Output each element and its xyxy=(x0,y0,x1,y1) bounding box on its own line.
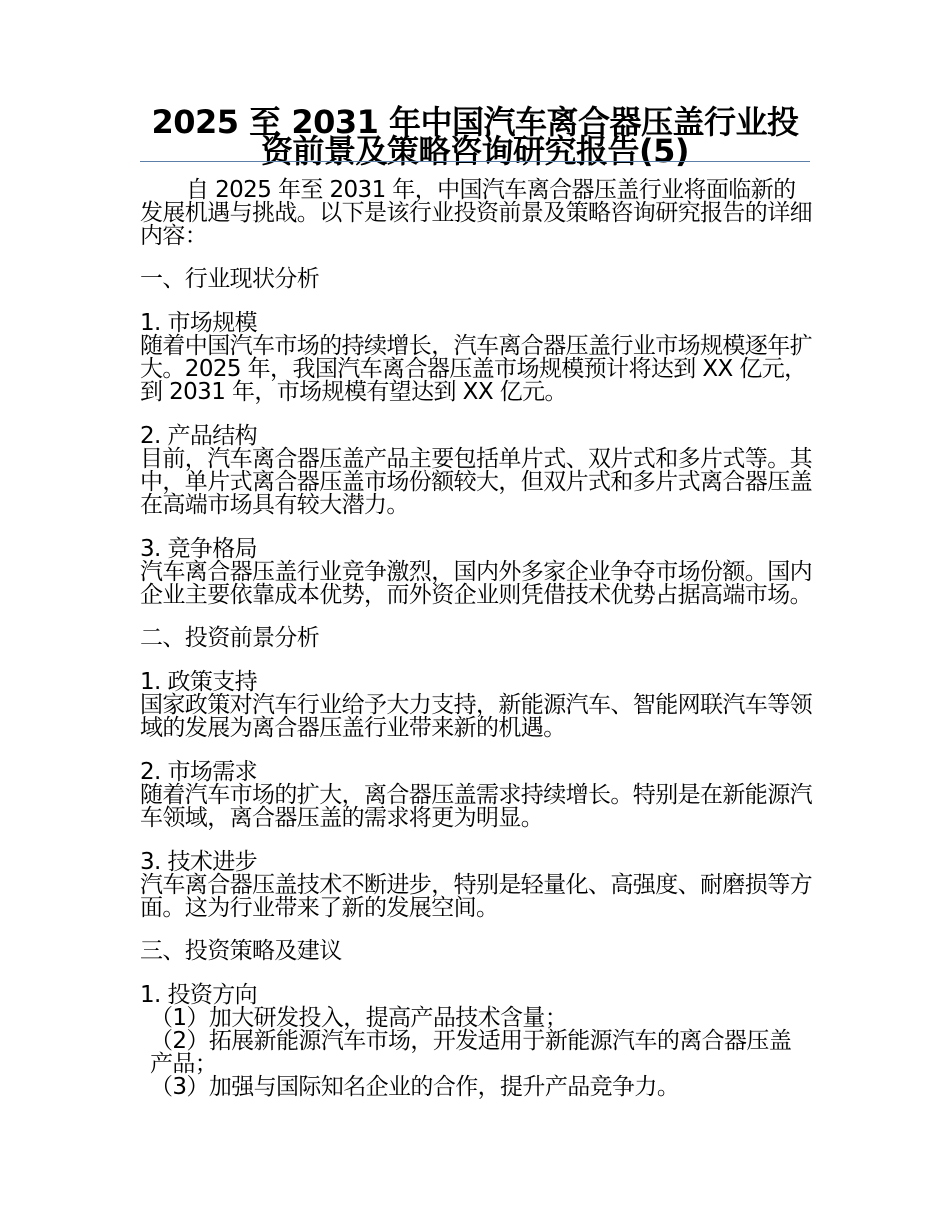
paragraph-market-size: 随着中国汽车市场的持续增长，汽车离合器压盖行业市场规模逐年扩大。2025 年，我国汽车离合器压盖市场规模预计将达到 XX 亿元，到 2031 年，市场规模有望达到 XX 亿元。 xyxy=(140,333,813,405)
subsection-heading-policy: 1. 政策支持 xyxy=(140,669,258,695)
document-title: 2025 至 2031 年中国汽车离合器压盖行业投资前景及策略咨询研究报告(5) xyxy=(151,103,799,170)
list-item: （3）加强与国际知名企业的合作，提升产品竞争力。 xyxy=(150,1074,680,1100)
subsection-heading-technology: 3. 技术进步 xyxy=(140,849,258,875)
intro-paragraph: 自 2025 年至 2031 年，中国汽车离合器压盖行业将面临新的发展机遇与挑战。以下是该行业投资前景及策略咨询研究报告的详细内容： xyxy=(140,177,813,249)
subsection-heading-demand: 2. 市场需求 xyxy=(140,759,258,785)
paragraph-competition: 汽车离合器压盖行业竞争激烈，国内外多家企业争夺市场份额。国内企业主要依靠成本优势，而外资企业则凭借技术优势占据高端市场。 xyxy=(140,559,813,608)
section-heading-1: 一、行业现状分析 xyxy=(140,266,320,292)
subsection-heading-product-structure: 2. 产品结构 xyxy=(140,423,258,449)
document-body xyxy=(140,179,812,1099)
list-item: （1）加大研发投入，提高产品技术含量； xyxy=(150,1005,568,1031)
subsection-heading-investment-direction: 1. 投资方向 xyxy=(140,982,258,1008)
section-heading-3: 三、投资策略及建议 xyxy=(140,938,342,964)
title-underline xyxy=(140,161,810,162)
paragraph-policy: 国家政策对汽车行业给予大力支持，新能源汽车、智能网联汽车等领域的发展为离合器压盖行业带来新的机遇。 xyxy=(140,692,813,741)
subsection-heading-competition: 3. 竞争格局 xyxy=(140,536,258,562)
paragraph-demand: 随着汽车市场的扩大，离合器压盖需求持续增长。特别是在新能源汽车领域，离合器压盖的需求将更为明显。 xyxy=(140,782,813,831)
section-heading-2: 二、投资前景分析 xyxy=(140,625,320,651)
paragraph-product-structure: 目前，汽车离合器压盖产品主要包括单片式、双片式和多片式等。其中，单片式离合器压盖市场份额较大，但双片式和多片式离合器压盖在高端市场具有较大潜力。 xyxy=(140,446,813,518)
subsection-heading-market-size: 1. 市场规模 xyxy=(140,310,258,336)
paragraph-technology: 汽车离合器压盖技术不断进步，特别是轻量化、高强度、耐磨损等方面。这为行业带来了新的发展空间。 xyxy=(140,872,813,921)
list-item: （2）拓展新能源汽车市场，开发适用于新能源汽车的离合器压盖产品； xyxy=(150,1028,792,1077)
